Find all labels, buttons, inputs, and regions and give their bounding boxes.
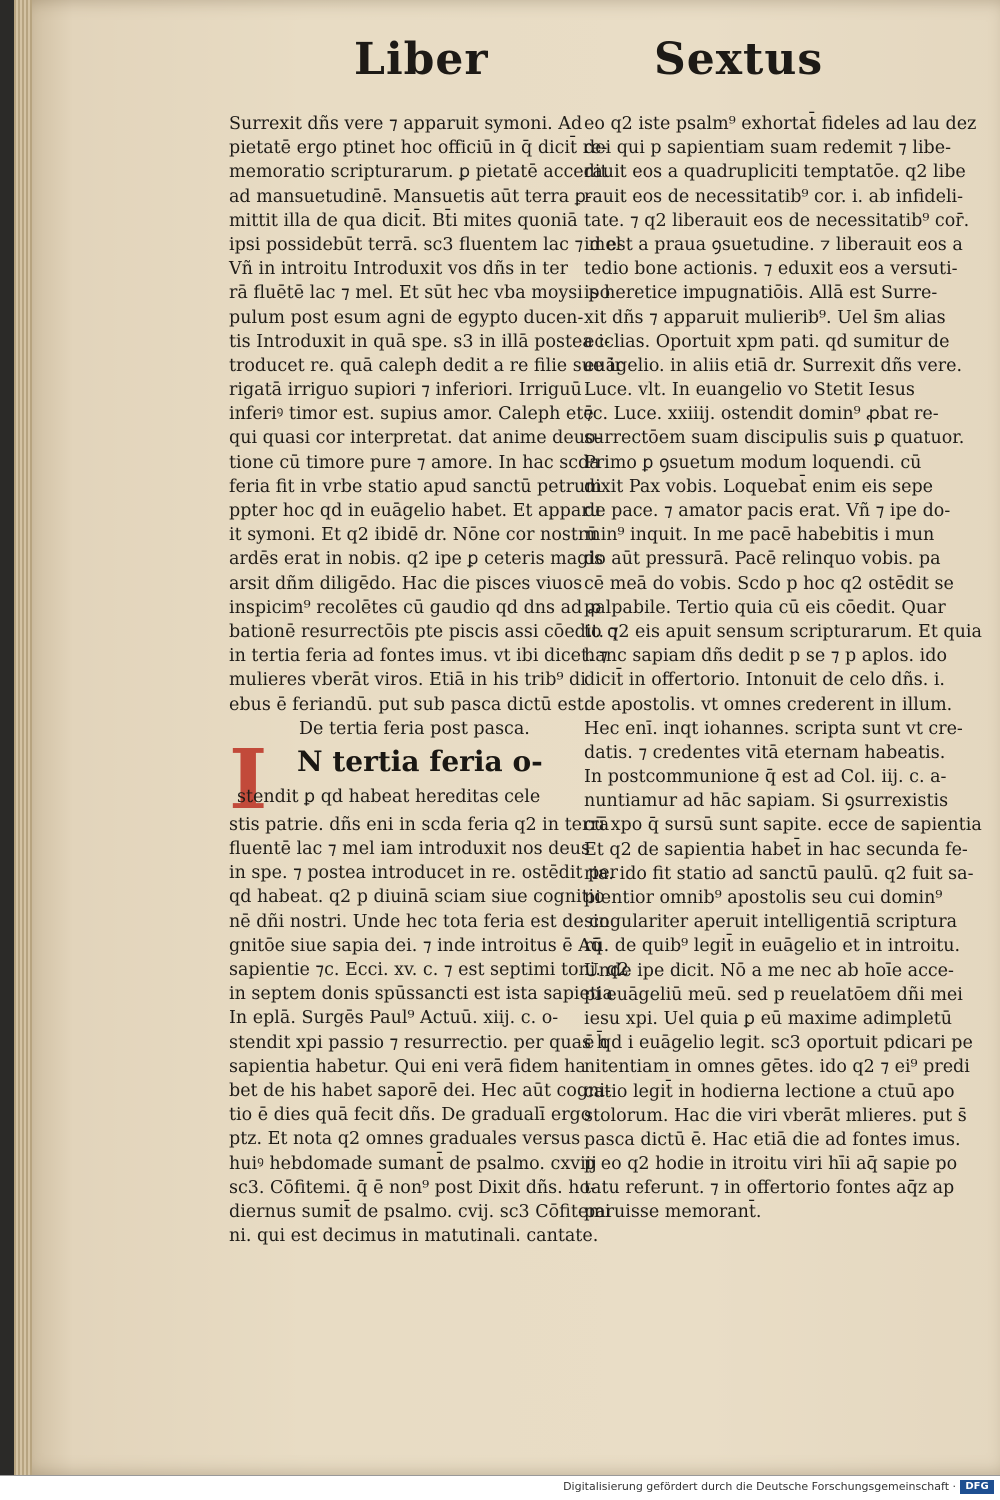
text-line: ebus ē feriandū. put sub pasca dictū est. bbox=[229, 694, 590, 715]
text-line: datis. ⁊ credentes vitā eternam habeatis. bbox=[584, 742, 946, 763]
text-line: ptz. Et nota q2 omnes graduales versus bbox=[229, 1129, 581, 1150]
text-line: rigatā irriguo supiori ⁊ inferiori. Irriguū bbox=[229, 380, 582, 401]
text-line: stolorum. Hac die viri vberāt mlieres. put s̄ bbox=[584, 1105, 967, 1126]
left-column-lines-before bbox=[229, 112, 623, 717]
text-line: bationē resurrectōis pte piscis assi cōedit. ⁊ bbox=[229, 621, 619, 642]
running-head-left: Liber bbox=[354, 34, 489, 85]
red-initial-letter: I bbox=[229, 731, 268, 828]
text-line: fluentē lac ⁊ mel iam introduxit nos deus bbox=[229, 839, 590, 860]
text-line: nē dñi nostri. Unde hec tota feria est de co bbox=[229, 911, 610, 932]
funding-credit: Digitalisierung gefördert durch die Deutsche Forschungsgemeinschaft · bbox=[563, 1480, 956, 1493]
text-line: ad mansuetudinē. Mansuetis aūt terra ꝑ- bbox=[229, 186, 592, 207]
right-column-lines bbox=[584, 112, 982, 1225]
text-line: In eplā. Surgēs Paul⁹ Actuū. xiij. c. o- bbox=[229, 1008, 559, 1029]
text-line: diernus sumit̄ de psalmo. cvij. sc3 Cōfitemi bbox=[229, 1201, 611, 1222]
text-line: hanc sapiam dñs dedit p se ⁊ p aplos. ido bbox=[584, 646, 948, 667]
page-edge bbox=[14, 0, 32, 1475]
text-line: stendit xpi passio ⁊ resurrectio. per quas h̄ bbox=[229, 1032, 608, 1053]
dfg-logo: DFG bbox=[960, 1480, 994, 1494]
text-line: ē qd i euāgelio legit. sc3 oportuit pdicari pe bbox=[584, 1033, 973, 1054]
text-line: ardēs erat in nobis. q2 ipe ꝑ ceteris magis bbox=[229, 549, 603, 570]
text-line: sapientie ⁊c. Ecci. xv. c. ⁊ est septimi toni. q2 bbox=[229, 960, 629, 980]
text-line: catio legit̄ in hodierna lectione a ctuū apo bbox=[584, 1081, 955, 1102]
text-line: dicit̄ in offertorio. Intonuit de celo dñs. i. bbox=[584, 670, 945, 691]
book-page bbox=[14, 0, 1000, 1475]
text-line: mittit illa de qua dicit̄. Bt̄i mites quoniā bbox=[229, 210, 578, 231]
text-line: in tertia feria ad fontes imus. vt ibi dicet. ⁊ bbox=[229, 646, 608, 667]
left-column-lines-after bbox=[229, 813, 629, 1248]
text-line: Unde ipe dicit. Nō a me nec ab hoīe acce- bbox=[584, 960, 954, 981]
text-line: do aūt pressurā. Pacē relinquo vobis. pa bbox=[584, 549, 941, 570]
text-line: inferiꝰ timor est. supius amor. Caleph etē bbox=[229, 404, 594, 425]
text-line: inspicim⁹ recolētes cū gaudio qd dns ad ꝓ bbox=[229, 597, 602, 618]
running-head-right: Sextus bbox=[654, 34, 824, 85]
text-line: in spe. ⁊ postea introducet in re. ostēdit per bbox=[229, 863, 618, 884]
text-line: pietatē ergo ptinet hoc officiū in q̄ dicit̄ re- bbox=[229, 138, 608, 159]
text-line: tione cū timore pure ⁊ amore. In hac scda bbox=[229, 452, 600, 473]
text-line: qd habeat. q2 p diuinā sciam siue cognitio bbox=[229, 887, 605, 908]
incipit-continuation: stendit ꝑ qd habeat hereditas cele bbox=[237, 786, 541, 807]
text-line: In postcommunione q̄ est ad Col. iij. c. a- bbox=[584, 767, 947, 788]
text-line: ipsi possidebūt terrā. sc3 fluentem lac ⁊ mel bbox=[229, 234, 622, 255]
text-line: eo q2 iste psalm⁹ exhortat̄ fideles ad lau dez bbox=[584, 114, 977, 134]
text-line: surrectōem suam discipulis suis ꝑ quatuor. bbox=[584, 428, 965, 449]
text-line: pientior omnib⁹ apostolis seu cui domin⁹ bbox=[584, 888, 943, 908]
text-line: feria fit in vrbe statio apud sanctū petrum bbox=[229, 476, 602, 497]
text-line: dei qui p sapientiam suam redemit ⁊ libe- bbox=[584, 138, 952, 159]
text-line: Et q2 de sapientia habet̄ in hac secunda fe- bbox=[584, 839, 968, 860]
text-line: xit dñs ⁊ apparuit mulierib⁹. Uel s̄m alias bbox=[584, 307, 946, 328]
incipit-text: N tertia feria o- bbox=[297, 744, 543, 778]
text-line: troducet re. quā caleph dedit a re filie sue ir bbox=[229, 355, 623, 376]
text-line: cē meā do vobis. Scdo p hoc q2 ostēdit se bbox=[584, 573, 954, 594]
text-line: de pace. ⁊ amator pacis erat. Vñ ⁊ ipe do- bbox=[584, 501, 951, 521]
text-line: gnitōe siue sapia dei. ⁊ inde introitus ē Aq̄ bbox=[229, 935, 603, 956]
text-line: is heretice impugnatiōis. Allā est Surre- bbox=[584, 283, 938, 304]
text-line: nuntiamur ad hāc sapiam. Si ꝯsurrexistis bbox=[584, 791, 949, 812]
text-line: mulieres vberāt viros. Etiā in his trib⁹ di bbox=[229, 670, 586, 691]
text-line: rauit eos de necessitatib⁹ cor. i. ab infideli- bbox=[584, 186, 964, 207]
text-line: tatu referunt. ⁊ in offertorio fontes aq̄z ap bbox=[584, 1178, 955, 1199]
text-line: singulariter aperuit intelligentiā scriptura bbox=[584, 912, 958, 933]
text-line: Surrexit dñs vere ⁊ apparuit symoni. Ad bbox=[229, 114, 583, 134]
text-line: rū. de quib⁹ legit̄ in euāgelio et in introitu. bbox=[584, 936, 961, 957]
text-line: dixit Pax vobis. Loquebat̄ enim eis sepe bbox=[584, 476, 934, 497]
text-line: p eo q2 hodie in itroitu viri hīi aq̄ sapie po bbox=[584, 1154, 958, 1175]
text-line: stis patrie. dñs eni in scda feria q2 in terrā bbox=[229, 814, 610, 835]
section-heading: De tertia feria post pasca. bbox=[299, 718, 530, 739]
text-line: pi euāgeliū meū. sed p reuelatōem dñi mei bbox=[584, 984, 963, 1005]
text-line: qui quasi cor interpretat. dat anime deuo- bbox=[229, 428, 602, 449]
text-line: ppter hoc qd in euāgelio habet. Et apparu bbox=[229, 501, 601, 521]
text-line: arsit dñm diligēdo. Hac die pisces viuos bbox=[229, 573, 583, 594]
text-line: iesu xpi. Uel quia ꝑ eū maxime adimpletū bbox=[584, 1008, 953, 1029]
text-line: rā fluētē lac ⁊ mel. Et sūt hec vba moysi po bbox=[229, 283, 611, 304]
text-line: tio ē dies quā fecit dñs. De gradualī ergo bbox=[229, 1105, 592, 1126]
text-line: Vñ in introitu Introduxit vos dñs in ter bbox=[229, 259, 568, 280]
text-line: bet de his habet saporē dei. Hec aūt cogni- bbox=[229, 1080, 611, 1101]
left-text-column bbox=[229, 112, 629, 1248]
text-line: huiꝰ hebdomade sumant̄ de psalmo. cxviij bbox=[229, 1153, 597, 1174]
text-line: ni. qui est decimus in matutinali. cantate. bbox=[229, 1226, 599, 1247]
text-line: nitentiam in omnes gētes. ido q2 ⁊ ei⁹ predi bbox=[584, 1057, 970, 1078]
text-line: paruisse memorant̄. bbox=[584, 1202, 762, 1223]
text-line: pulum post esum agni de egypto ducen- bbox=[229, 307, 584, 328]
text-line: de apostolis. vt omnes crederent in illum. bbox=[584, 694, 953, 715]
text-line: cū xpo q̄ sursū sunt sapite. ecce de sapientia bbox=[584, 815, 982, 836]
text-line: palpabile. Tertio quia cū eis cōedit. Quar bbox=[584, 597, 946, 618]
text-line: ecclias. Oportuit xpm pati. qd sumitur de bbox=[584, 331, 950, 352]
text-line: tate. ⁊ q2 liberauit eos de necessitatib⁹ cor̄. bbox=[584, 210, 970, 231]
text-line: Luce. vlt. In euangelio vo Stetit Iesus bbox=[584, 380, 915, 401]
text-line: tedio bone actionis. ⁊ eduxit eos a versuti- bbox=[584, 259, 958, 280]
right-text-column bbox=[584, 112, 982, 1225]
text-line: to q2 eis apuit sensum scripturarum. Et quia bbox=[584, 621, 982, 642]
text-line: rauit eos a quadrupliciti temptatōe. q2 libe bbox=[584, 162, 966, 183]
text-line: Primo ꝑ ꝯsuetum modum loquendi. cū bbox=[584, 452, 922, 473]
text-line: min⁹ inquit. In me pacē habebitis i mun bbox=[584, 525, 935, 546]
text-line: pasca dictū ē. Hac etiā die ad fontes imus. bbox=[584, 1129, 961, 1150]
text-line: tis Introduxit in quā spe. s3 in illā postea i- bbox=[229, 331, 610, 352]
text-line: euāgelio. in aliis etiā dr. Surrexit dñs vere. bbox=[584, 355, 963, 376]
text-line: sapientia habetur. Qui eni verā fidem ha bbox=[229, 1056, 586, 1077]
text-line: Hec enī. inqt iohannes. scripta sunt vt cre- bbox=[584, 718, 963, 739]
text-line: ria. ido fit statio ad sanctū paulū. q2 fuit sa- bbox=[584, 863, 974, 884]
text-line: sc3. Cōfitemi. q̄ ē non⁹ post Dixit dñs. ho- bbox=[229, 1177, 596, 1198]
footer-bar bbox=[0, 1475, 1000, 1500]
text-line: in septem donis spūssancti est ista sapietia bbox=[229, 984, 613, 1005]
text-line: ⁊c. Luce. xxiiij. ostendit domin⁹ ꝓbat re- bbox=[584, 404, 939, 425]
text-line: memoratio scripturarum. ꝑ pietatē accedit bbox=[229, 162, 608, 183]
text-line: id est a praua ꝯsuetudine. ⁊ liberauit eos a bbox=[584, 234, 963, 255]
text-line: it symoni. Et q2 ibidē dr. Nōne cor nostrū bbox=[229, 525, 598, 546]
